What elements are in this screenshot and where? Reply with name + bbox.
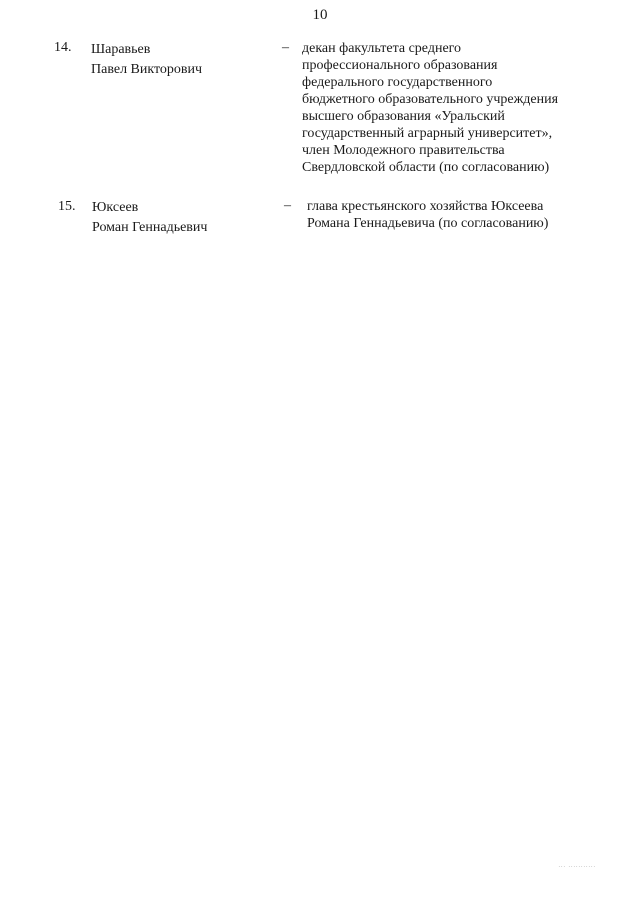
position-line: высшего образования «Уральский: [302, 109, 505, 124]
entry-dash: –: [284, 198, 291, 213]
page-number: 10: [312, 7, 328, 23]
position-line: федерального государственного: [302, 75, 493, 90]
scan-corner-mark: ... ...........: [558, 863, 596, 869]
member-given-names: Роман Геннадьевич: [92, 220, 208, 235]
entry-number: 15.: [58, 199, 76, 214]
position-line: профессионального образования: [302, 58, 498, 73]
member-name: [92, 198, 207, 238]
member-name: [91, 40, 202, 80]
entry-number: 14.: [54, 40, 72, 55]
position-line: бюджетного образовательного учреждения: [302, 92, 559, 107]
member-surname: Юксеев: [92, 200, 139, 215]
member-position: [307, 198, 548, 232]
position-line: Свердловской области (по согласованию): [302, 160, 550, 175]
member-given-names: Павел Викторович: [91, 62, 203, 77]
member-surname: Шаравьев: [91, 42, 151, 57]
position-line: декан факультета среднего: [302, 41, 462, 56]
position-line: Романа Геннадьевича (по согласованию): [307, 216, 549, 231]
position-line: член Молодежного правительства: [302, 143, 505, 158]
position-line: государственный аграрный университет»,: [302, 126, 553, 141]
entry-dash: –: [282, 40, 289, 55]
position-line: глава крестьянского хозяйства Юксеева: [307, 199, 544, 214]
member-position: [302, 40, 558, 176]
